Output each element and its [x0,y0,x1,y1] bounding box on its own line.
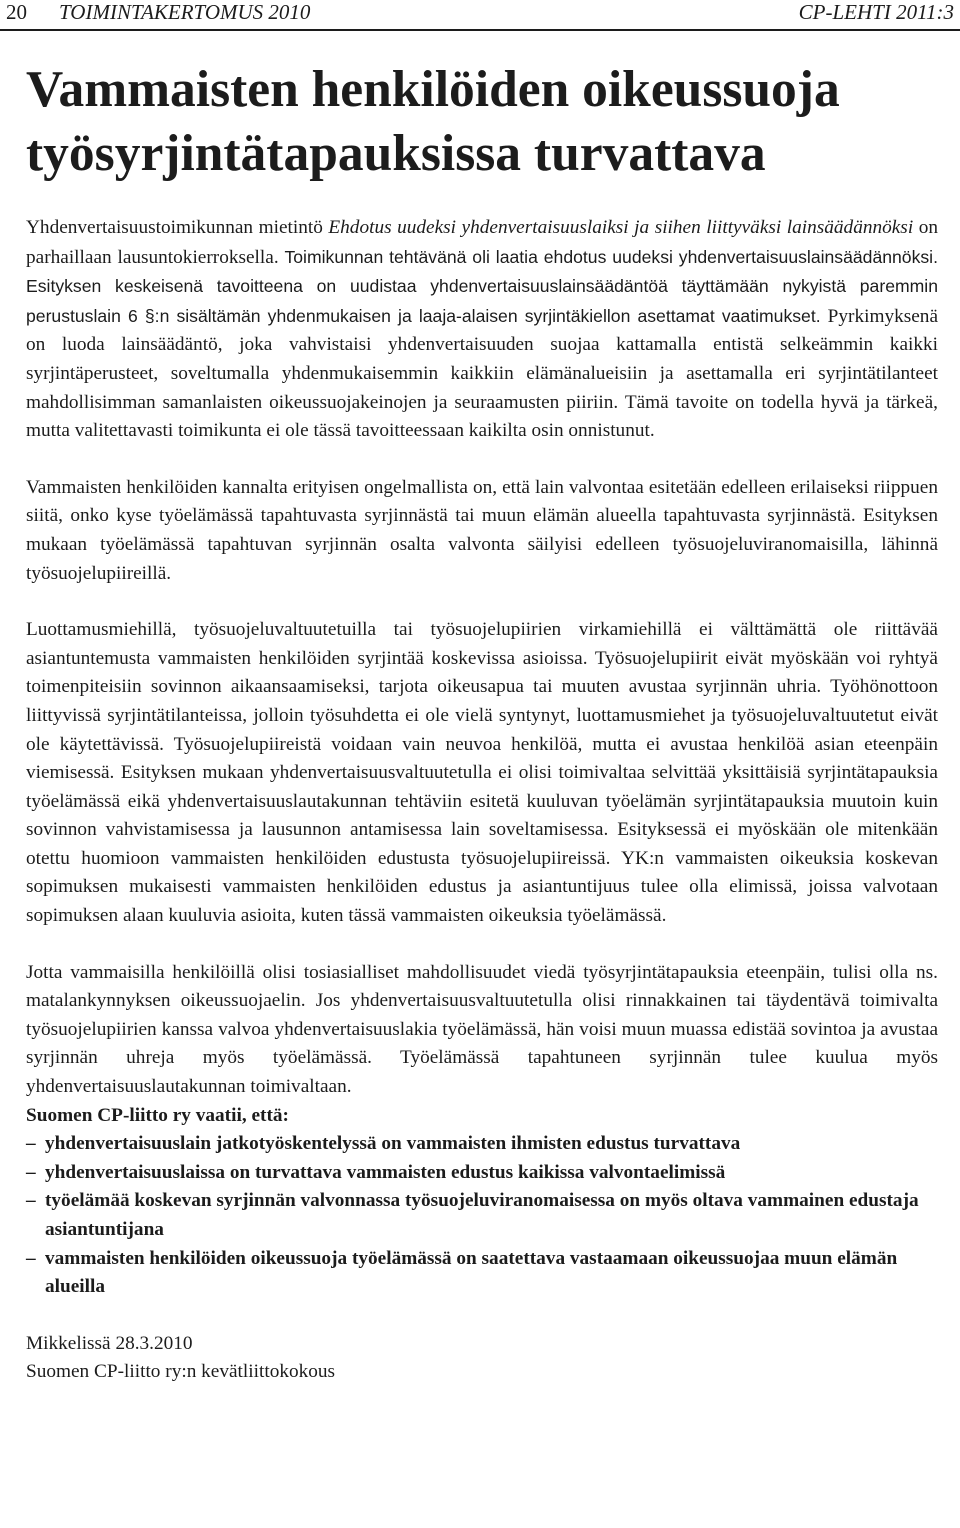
demands-list [26,1130,938,1302]
article-body [26,214,938,1387]
signature-organization: Suomen CP-liitto ry:n kevätliittokokous [26,1361,336,1383]
page-number: 20 [6,0,27,24]
intro-tail: Pyrkimyksenä on luoda lainsäädäntö, joka vahvistaisi yhdenvertaisuuden suojaa kattamalla entistä selkeämmin kaikki syrjintäperusteet, soveltumalla yhdenmukaisemmin kaikkiin elämänalueisiin ja asettamalla eri syrjintätilanteet mahdollisimman samanlaisten oikeussuojakeinojen ja seuraamusten piiriin. Tämä tavoite on todella hyvä ja tärkeä, mutta valitettavasti toimikunta ei ole tässä tavoitteessaan kaikilta osin onnistunut. [26,305,938,442]
demand-text: yhdenvertaisuuslaissa on turvattava vammaisten edustus kaikissa valvontaelimissä [45,1161,726,1183]
demand-item [26,1187,938,1244]
demand-text: vammaisten henkilöiden oikeussuoja työelämässä on saatettava vastaamaan oikeussuojaa muun elämän alueilla [45,1247,898,1298]
demands-heading: Suomen CP-liitto ry vaatii, että: [26,1104,289,1126]
header-publication-section: TOIMINTAKERTOMUS 2010 [59,0,311,24]
signature-block [26,1330,938,1387]
header-issue: CP-LEHTI 2011:3 [798,0,954,24]
body-paragraph: Vammaisten henkilöiden kannalta erityisen ongelmallista on, että lain valvontaa esitetään edelleen erilaiseksi riippuen siitä, onko kyse työelämässä tapahtuvasta syrjinnästä tai muun elämän alueella tapahtuvasta syrjinnästä. Esityksen mukaan työelämässä tapahtuvan syrjinnän osalta valvonta säilyisi edelleen työsuojeluviranomaisilla, lähinnä työsuojelupiireillä. [26,476,938,584]
intro-continuation: on parhaillaan lausuntokierroksella. [26,217,938,268]
demand-text: työelämää koskevan syrjinnän valvonnassa työsuojeluviranomaisessa on myös oltava vammainen edustaja asiantuntijana [45,1190,919,1240]
article-title: Vammaisten henkilöiden oikeussuoja työsyrjintätapauksissa turvattava [26,61,840,182]
demand-item [26,1159,938,1188]
dash-bullet: – [26,1161,36,1183]
body-paragraph: Jotta vammaisilla henkilöillä olisi tosiasialliset mahdollisuudet viedä työsyrjintätapauksia eteenpäin, tulisi olla ns. matalankynnyksen oikeussuojaelin. Jos yhdenvertaisuusvaltuutetulla olisi rinnakkainen tai täydentävä toimivalta työsuojelupiirien kanssa valvoa yhdenvertaisuuslakia työelämässä, hän voisi muun muassa edistää sovintoa ja avustaa syrjinnän uhreja myös työelämässä. Työelämässä tapahtuneen syrjinnän tulee kuulua myös yhdenvertaisuuslautakunnan toimivaltaan. [26,961,938,1098]
header-rule [0,29,960,31]
dash-bullet: – [26,1190,36,1212]
demand-text: yhdenvertaisuuslain jatkotyöskentelyssä on vammaisten ihmisten edustus turvattava [45,1133,741,1155]
signature-place-date: Mikkelissä 28.3.2010 [26,1332,193,1354]
demand-item [26,1245,938,1302]
demands-section [26,1102,938,1302]
dash-bullet: – [26,1133,36,1155]
intro-paragraph [26,214,938,446]
report-title-italic: Ehdotus uudeksi yhdenvertaisuuslaiksi ja siihen liittyväksi lainsäädännöksi [328,217,914,238]
demand-item [26,1130,938,1159]
body-paragraph: Luottamusmiehillä, työsuojeluvaltuutetuilla tai työsuojelupiirien virkamiehillä ei välttämättä ole riittävää asiantuntemusta vammaisten henkilöiden syrjintää koskevissa asioissa. Työsuojelupiirit eivät myöskään voi ryhtyä toimenpiteisiin sovinnon aikaansaamiseksi, tarjota oikeusapua tai muuten avustaa syrjinnän uhria. Työhönottoon liittyvissä syrjintätilanteissa, jolloin työsuhdetta ei ole vielä syntynyt, luottamusmiehet ja työsuojeluvaltuutetut eivät ole käytettävissä. Työsuojelupiireistä voidaan vain neuvoa henkilöä, mutta ei avustaa henkilöä asian eteenpäin viemisessä. Esityksen mukaan yhdenvertaisuusvaltuutetulla ei olisi toimivaltaa selvittää yksittäisiä syrjintätapauksia työelämässä eikä yhdenvertaisuuslautakunnan tehtäviin esitetä kuuluvan työelämän syrjintätapauksia muutoin kuin sovinnon vahvistamisessa ja lausunnon antamisessa lain soveltamisessa. Esityksessä ei myöskään ole mitenkään otettu huomioon vammaisten henkilöiden edustusta työsuojelupiireissä. YK:n vammaisten oikeuksia koskevan sopimuksen mukaisesti vammaisten henkilöiden edustus ja asiantuntijuus tulee olla elimissä, joissa valvotaan sopimuksen alaan kuuluvia asioita, kuten tässä vammaisten oikeuksia työelämässä. [26,619,938,927]
intro-lead: Yhdenvertaisuustoimikunnan mietintö [26,217,329,238]
intro-sans-passage: Toimikunnan tehtävänä oli laatia ehdotus uudeksi yhdenvertaisuuslainsäädännöksi. Esityksen keskeisenä tavoitteena on uudistaa yhdenvertaisuuslainsäädäntöä täyttämään nykyistä paremmin perustuslain 6 §:n sisältämän yhdenmukaisen ja laaja-alaisen syrjintäkiellon asettamat vaatimukset. [26,246,938,326]
dash-bullet: – [26,1247,36,1269]
running-header [6,0,954,26]
